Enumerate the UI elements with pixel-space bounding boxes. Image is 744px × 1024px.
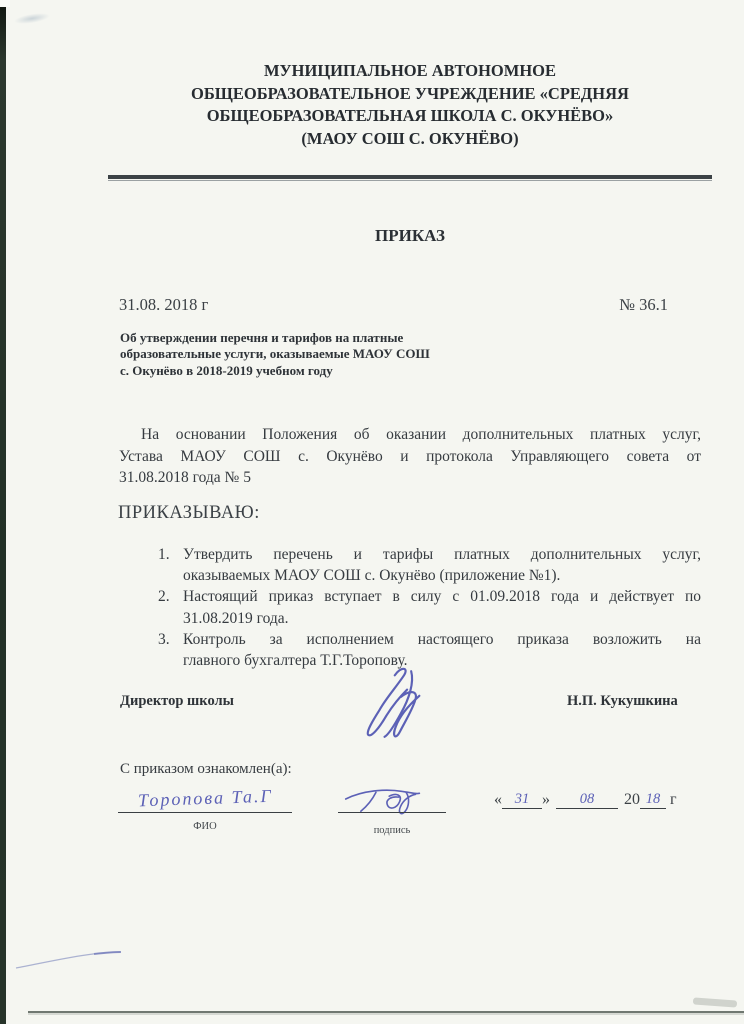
- pen-mark-stroke: [16, 952, 120, 968]
- org-name-line: МУНИЦИПАЛЬНОЕ АВТОНОМНОЕ: [263, 61, 556, 80]
- header-divider-thick-line: [108, 175, 712, 179]
- item-number: 2.: [158, 588, 170, 606]
- order-items-list: [158, 544, 701, 671]
- org-name: [76, 60, 744, 150]
- org-name-line: (МАОУ СОШ С. ОКУНЁВО): [301, 128, 519, 148]
- page-bottom-edge-glow: [28, 1013, 744, 1015]
- order-subject: [120, 330, 450, 379]
- scan-corner-smudge: [693, 997, 737, 1007]
- item-line: оказываемых МАОУ СОШ с. Окунёво (приложение №1).: [183, 567, 561, 585]
- pen-mark-ink: [8, 944, 138, 974]
- pen-mark-stroke: [94, 952, 121, 954]
- ack-signature-ink: [340, 782, 444, 816]
- item-line: 31.08.2019 года.: [183, 609, 289, 627]
- ack-date: [494, 791, 677, 809]
- order-subject-line: с. Окунёво в 2018-2019 учебном году: [120, 362, 333, 378]
- item-line: главного бухгалтера Т.Г.Торопову.: [183, 652, 408, 670]
- order-item: [158, 586, 701, 628]
- scan-left-edge: [0, 0, 6, 1024]
- preamble-line: 31.08.2018 года № 5: [119, 469, 251, 487]
- preamble-line: Устава МАОУ СОШ с. Окунёво и протокола Управляющего совета от: [119, 447, 701, 465]
- signature-stroke: [400, 792, 416, 813]
- date-month-handwritten: 08: [556, 791, 618, 809]
- document-title: ПРИКАЗ: [375, 226, 445, 245]
- acknowledgment-intro: С приказом ознакомлен(а):: [120, 761, 292, 777]
- date-quote-close: »: [542, 791, 550, 808]
- director-signature-ink: [352, 662, 456, 744]
- order-subject-line: Об утверждении перечня и тарифов на платные: [120, 330, 404, 345]
- order-subject-line: образовательные услуги, оказываемые МАОУ СОШ: [120, 346, 430, 362]
- preamble-paragraph: [119, 424, 701, 489]
- ack-signature-underline: [338, 812, 446, 813]
- item-text: [183, 544, 701, 586]
- org-name-line: ОБЩЕОБРАЗОВАТЕЛЬНАЯ ШКОЛА С. ОКУНЁВО»: [206, 106, 614, 125]
- date-year-prefix: 20: [624, 791, 640, 808]
- item-text: [183, 586, 701, 628]
- ack-name-handwritten-wrap: [118, 785, 292, 812]
- date-year-suffix: г: [670, 791, 677, 808]
- signature-stroke: [385, 671, 413, 737]
- signature-stroke: [361, 792, 376, 811]
- date-day-handwritten: 31: [502, 791, 542, 809]
- ack-name-underline: [118, 812, 292, 813]
- org-name-line: ОБЩЕОБРАЗОВАТЕЛЬНОЕ УЧРЕЖДЕНИЕ «СРЕДНЯЯ: [191, 83, 629, 103]
- order-number: № 36.1: [619, 295, 668, 314]
- order-item: [158, 544, 701, 586]
- date-year-handwritten: 18: [640, 791, 666, 809]
- ack-name-handwritten: Торопова Та.Г: [137, 785, 273, 811]
- scan-top-smudge: [14, 11, 51, 26]
- date-quote-open: «: [494, 791, 502, 808]
- item-line: Утвердить перечень и тарифы платных дополнительных услуг,: [183, 546, 701, 563]
- podpis-label: подпись: [373, 825, 411, 836]
- order-date: 31.08. 2018 г: [119, 295, 209, 314]
- director-name: Н.П. Кукушкина: [567, 693, 678, 709]
- header-divider: [108, 175, 712, 181]
- signature-stroke: [368, 669, 407, 736]
- order-keyword: ПРИКАЗЫВАЮ:: [118, 503, 260, 523]
- scan-corner-notch: [0, 0, 10, 7]
- fio-label: ФИО: [193, 821, 217, 832]
- item-number: 1.: [158, 546, 170, 563]
- header-divider-thin-line: [108, 180, 712, 181]
- signature-stroke: [387, 794, 400, 808]
- item-line: Контроль за исполнением настоящего приказа возложить на: [183, 630, 701, 648]
- date-number-row: [119, 295, 668, 315]
- director-label: Директор школы: [120, 693, 234, 709]
- item-line: Настоящий приказ вступает в силу с 01.09.2018 года и действует по: [183, 588, 701, 606]
- item-number: 3.: [158, 630, 170, 648]
- preamble-line: На основании Положения об оказании дополнительных платных услуг,: [141, 426, 701, 443]
